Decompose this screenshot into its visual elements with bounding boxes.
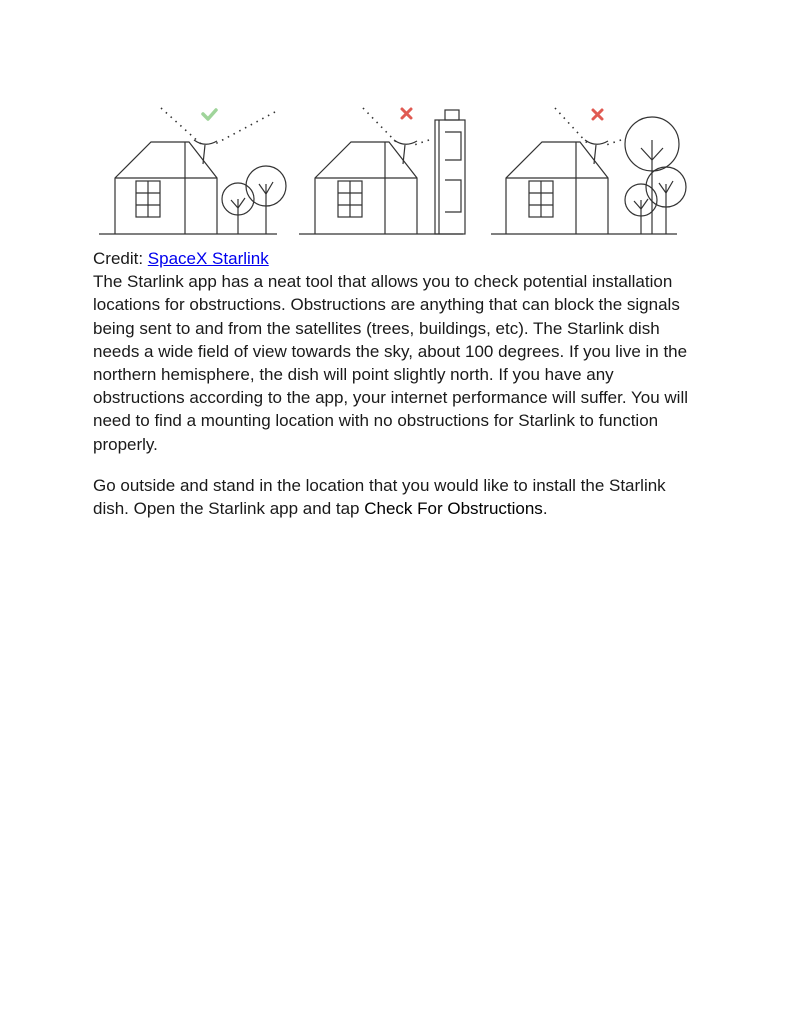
house-icon xyxy=(115,142,217,234)
panel-building xyxy=(299,108,465,234)
building-icon xyxy=(435,110,465,234)
signal-lines xyxy=(161,108,275,144)
panel-clear xyxy=(99,108,286,234)
trees-icon xyxy=(625,117,686,234)
cross-icon xyxy=(593,110,602,119)
paragraph-instructions xyxy=(93,474,703,520)
credit-line xyxy=(93,247,703,270)
small-trees-icon xyxy=(222,166,286,234)
cross-icon xyxy=(402,109,411,118)
instructions-end: . xyxy=(542,499,548,519)
article-body xyxy=(93,247,703,520)
check-obstructions-label: Check For Obstructions xyxy=(364,499,543,519)
check-icon xyxy=(203,110,216,119)
paragraph-intro: The Starlink app has a neat tool that allows you to check potential installation locations for obstructions. Obstructions are anything that can block the signals being sent to and from the satellites (trees, buildings, etc). The Starlink dish needs a wide field of view towards the sky, about 100 degrees. If you live in the northern hemisphere, the dish will point slightly north. If you have any obstructions according to the app, your internet performance will suffer. You will need to find a mounting location with no obstructions for Starlink to function properly. xyxy=(93,272,689,454)
signal-lines xyxy=(363,108,429,146)
signal-lines xyxy=(555,108,621,146)
house-icon xyxy=(315,142,417,234)
obstruction-illustration xyxy=(93,104,693,238)
instructions-text: Go outside and stand in the location that you would like to install the Starlink dish. Open the Starlink app and tap xyxy=(93,475,666,519)
credit-prefix: Credit: xyxy=(93,249,148,268)
house-icon xyxy=(506,142,608,234)
credit-link[interactable]: SpaceX Starlink xyxy=(147,249,269,268)
panel-trees xyxy=(491,108,686,234)
